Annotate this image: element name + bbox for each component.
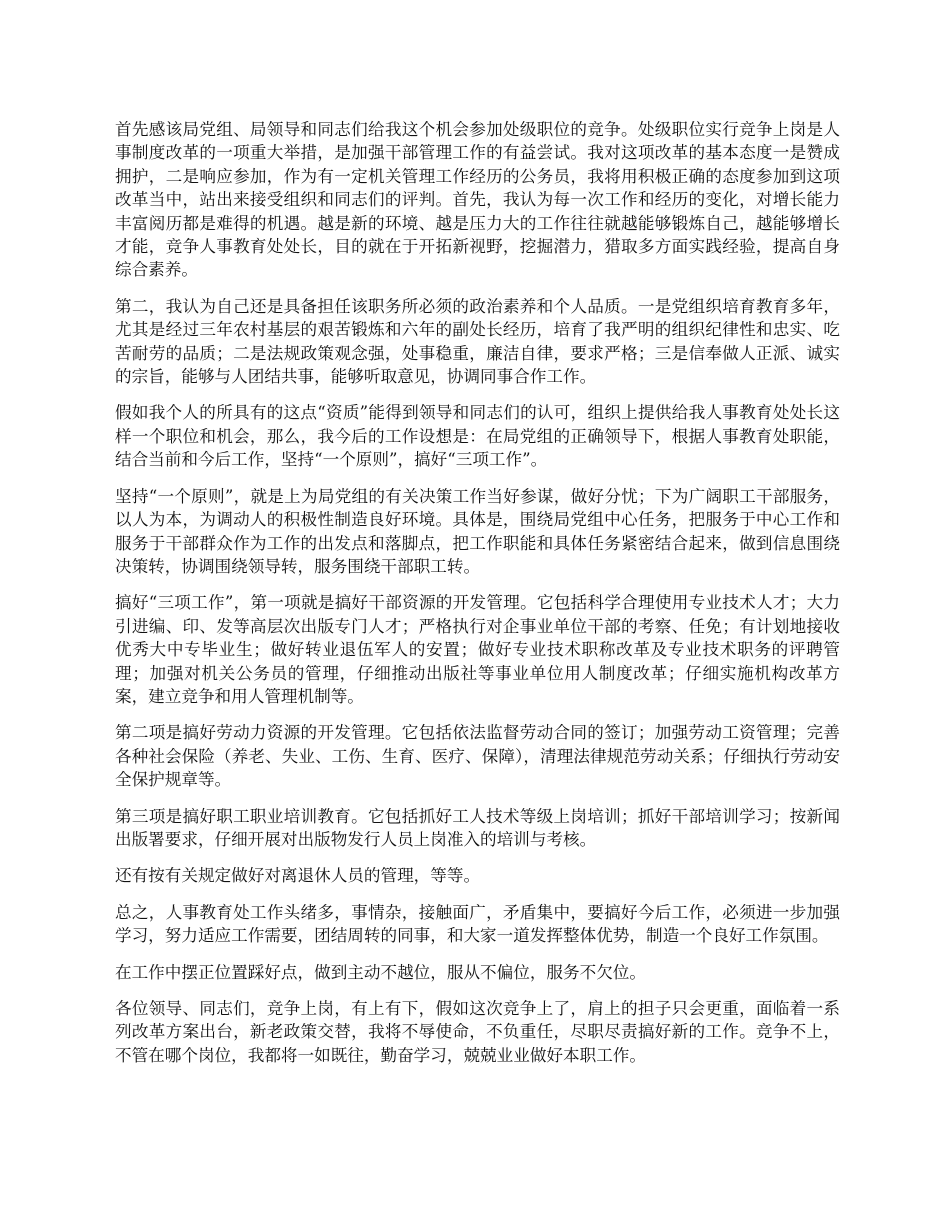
document-body xyxy=(115,118,840,1080)
paragraph-qualifications: 第二，我认为自己还是具备担任该职务所必须的政治素养和个人品质。一是党组织培育教育多年，尤其是经过三年农村基层的艰苦锻炼和六年的副处长经历，培育了我严明的组织纪律性和忠实、吃苦耐劳的品质；二是法规政策观念强，处事稳重，廉洁自律，要求严格；三是信奉做人正派、诚实的宗旨，能够与人团结共事，能够听取意见，协调同事合作工作。 xyxy=(115,296,840,387)
paragraph-second-task: 第二项是搞好劳动力资源的开发管理。它包括依法监督劳动合同的签订；加强劳动工资管理；完善各种社会保险（养老、失业、工伤、生育、医疗、保障），清理法律规范劳动关系；仔细执行劳动安全保护规章等。 xyxy=(115,723,840,790)
paragraph-position: 在工作中摆正位置踩好点，做到主动不越位，服从不偏位，服务不欠位。 xyxy=(115,962,646,982)
paragraph-one-principle: 坚持“一个原则”，就是上为局党组的有关决策工作当好参谋，做好分忧；下为广阔职工干部服务，以人为本，为调动人的积极性制造良好环境。具体是，围绕局党组中心任务，把服务于中心工作和服务于干部群众作为工作的出发点和落脚点，把工作职能和具体任务紧密结合起来，做到信息围绕决策转，协调围绕领导转，服务围绕干部职工转。 xyxy=(115,486,840,576)
paragraph-three-tasks-first: 搞好“三项工作”，第一项就是搞好干部资源的开发管理。它包括科学合理使用专业技术人才；大力引进编、印、发等高层次出版专门人才；严格执行对企事业单位干部的考察、任免；有计划地接收优秀大中专毕业生；做好转业退伍军人的安置；做好专业技术职称改革及专业技术职务的评聘管理；加强对机关公务员的管理，仔细推动出版社等事业单位用人制度改革；仔细实施机构改革方案，建立竞争和用人管理机制等。 xyxy=(115,593,840,706)
paragraph-summary: 总之，人事教育处工作头绪多，事情杂，接触面广，矛盾集中，要搞好今后工作，必须进一步加强学习，努力适应工作需要，团结周转的同事，和大家一道发挥整体优势，制造一个良好工作氛围。 xyxy=(115,902,840,946)
paragraph-retirees: 还有按有关规定做好对离退休人员的管理，等等。 xyxy=(115,866,481,886)
paragraph-third-task: 第三项是搞好职工职业培训教育。它包括抓好工人技术等级上岗培训；抓好干部培训学习；按新闻出版署要求，仔细开展对出版物发行人员上岗准入的培训与考核。 xyxy=(115,806,840,849)
paragraph-intro: 首先感该局党组、局领导和同志们给我这个机会参加处级职位的竞争。处级职位实行竞争上岗是人事制度改革的一项重大举措，是加强干部管理工作的有益尝试。我对这项改革的基本态度一是赞成拥护，二是响应参加，作为有一定机关管理工作经历的公务员，我将用积极正确的态度参加到这项改革当中，站出来接受组织和同志们的评判。首先，我认为每一次工作和经历的变化，对增长能力丰富阅历都是难得的机遇。越是新的环境、越是压力大的工作往往就越能够锻炼自己，越能够增长才能，竞争人事教育处处长，目的就在于开拓新视野，挖掘潜力，猎取多方面实践经验，提高自身综合素养。 xyxy=(115,120,840,280)
paragraph-closing: 各位领导、同志们，竞争上岗，有上有下，假如这次竞争上了，肩上的担子只会更重，面临着一系列改革方案出台，新老政策交替，我将不辱使命，不负重任，尽职尽责搞好新的工作。竞争不上，不管在哪个岗位，我都将一如既往，勤奋学习，兢兢业业做好本职工作。 xyxy=(115,999,840,1065)
paragraph-work-plan: 假如我个人的所具有的这点“资质”能得到领导和同志们的认可，组织上提供给我人事教育处处长这样一个职位和机会，那么，我今后的工作设想是：在局党组的正确领导下，根据人事教育处职能，结合当前和今后工作，坚持“一个原则”，搞好“三项工作”。 xyxy=(115,403,840,470)
